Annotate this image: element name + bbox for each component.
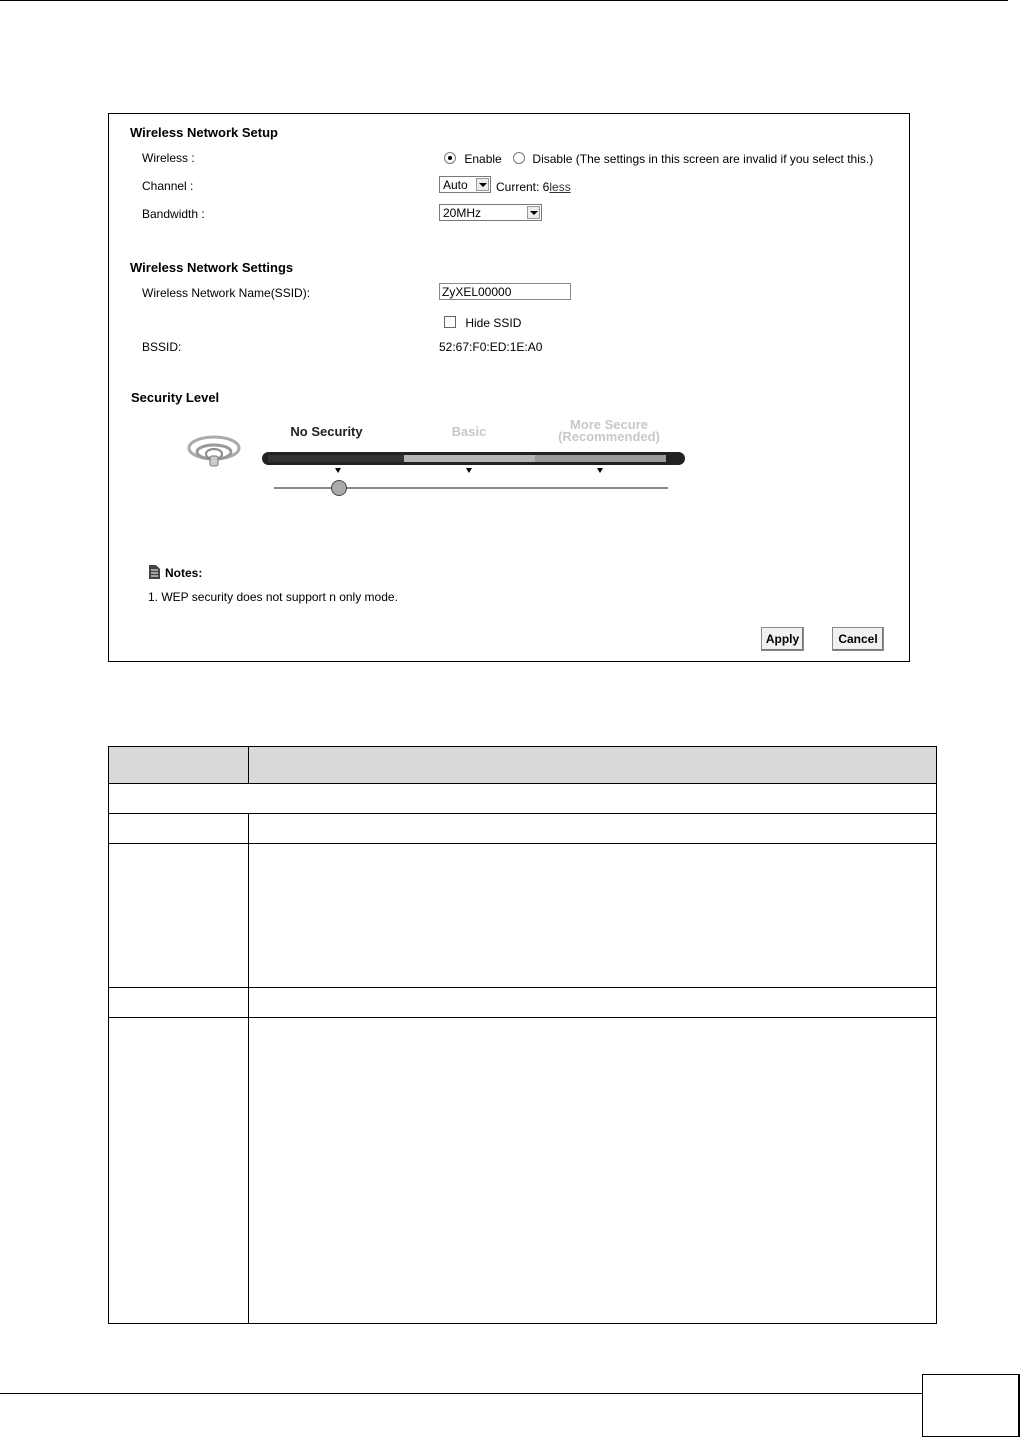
table-cell [109, 988, 249, 1018]
bottom-rule [0, 1393, 922, 1394]
table-cell [109, 814, 249, 844]
table-row [109, 988, 937, 1018]
segment-no-security [268, 455, 404, 462]
hide-ssid-checkbox[interactable] [444, 316, 456, 328]
channel-label: Channel : [142, 179, 194, 193]
ssid-input[interactable] [439, 283, 571, 300]
level-recommended-label: (Recommended) [558, 429, 660, 444]
tick-basic [466, 468, 472, 473]
bandwidth-select[interactable] [439, 204, 542, 221]
table-cell [109, 784, 937, 814]
description-table [108, 746, 937, 1324]
chevron-down-icon [527, 206, 540, 219]
hide-ssid-row [444, 316, 521, 330]
disable-radio[interactable] [513, 152, 525, 164]
table-row [109, 814, 937, 844]
level-basic[interactable]: Basic [451, 424, 487, 439]
level-more-secure[interactable] [544, 419, 674, 443]
segment-more-secure [535, 455, 666, 462]
apply-button[interactable]: Apply [761, 627, 804, 651]
settings-section-title: Wireless Network Settings [130, 260, 294, 275]
table-cell [249, 844, 937, 988]
wireless-router-icon [187, 434, 241, 470]
notes-title: Notes: [165, 566, 203, 580]
tick-no-security [335, 468, 341, 473]
table-row [109, 844, 937, 988]
level-more-secure-label: More Secure [569, 417, 649, 432]
setup-section-title: Wireless Network Setup [130, 125, 278, 140]
cancel-button[interactable]: Cancel [832, 627, 884, 651]
slider-handle[interactable] [331, 480, 347, 496]
level-no-security[interactable]: No Security [290, 424, 363, 439]
top-rule [0, 0, 1008, 1]
table-cell [249, 1018, 937, 1324]
wireless-label: Wireless : [142, 151, 195, 165]
enable-radio[interactable] [444, 152, 456, 164]
bssid-value: 52:67:F0:ED:1E:A0 [439, 340, 543, 354]
enable-label: Enable [464, 152, 502, 166]
tick-more-secure [597, 468, 603, 473]
table-cell [249, 988, 937, 1018]
notes-item: 1. WEP security does not support n only mode. [148, 590, 398, 604]
table-row [109, 784, 937, 814]
page-number-box [922, 1374, 1020, 1437]
table-cell [109, 1018, 249, 1324]
bssid-label: BSSID: [142, 340, 182, 354]
chevron-down-icon [476, 178, 489, 191]
bandwidth-select-value: 20MHz [443, 206, 482, 220]
channel-select-value: Auto [443, 178, 468, 192]
table-header-cell [249, 747, 937, 784]
table-header-cell [109, 747, 249, 784]
table-header-row [109, 747, 937, 784]
wireless-radio-group [444, 152, 873, 166]
segment-basic [404, 455, 535, 462]
table-row [109, 1018, 937, 1324]
current-channel: Current: 6 [496, 180, 550, 194]
table-cell [249, 814, 937, 844]
security-level-bar [262, 452, 685, 465]
hide-ssid-label: Hide SSID [465, 316, 522, 330]
current-channel-text [496, 180, 571, 194]
channel-select[interactable] [439, 176, 491, 193]
wireless-settings-screen [108, 113, 910, 662]
bandwidth-label: Bandwidth : [142, 207, 205, 221]
security-section-title: Security Level [131, 390, 220, 405]
ssid-label: Wireless Network Name(SSID): [142, 286, 311, 300]
table-cell [109, 844, 249, 988]
disable-label: Disable (The settings in this screen are invalid if you select this.) [532, 152, 874, 166]
notes-icon [149, 565, 160, 579]
less-link[interactable]: less [549, 180, 571, 194]
